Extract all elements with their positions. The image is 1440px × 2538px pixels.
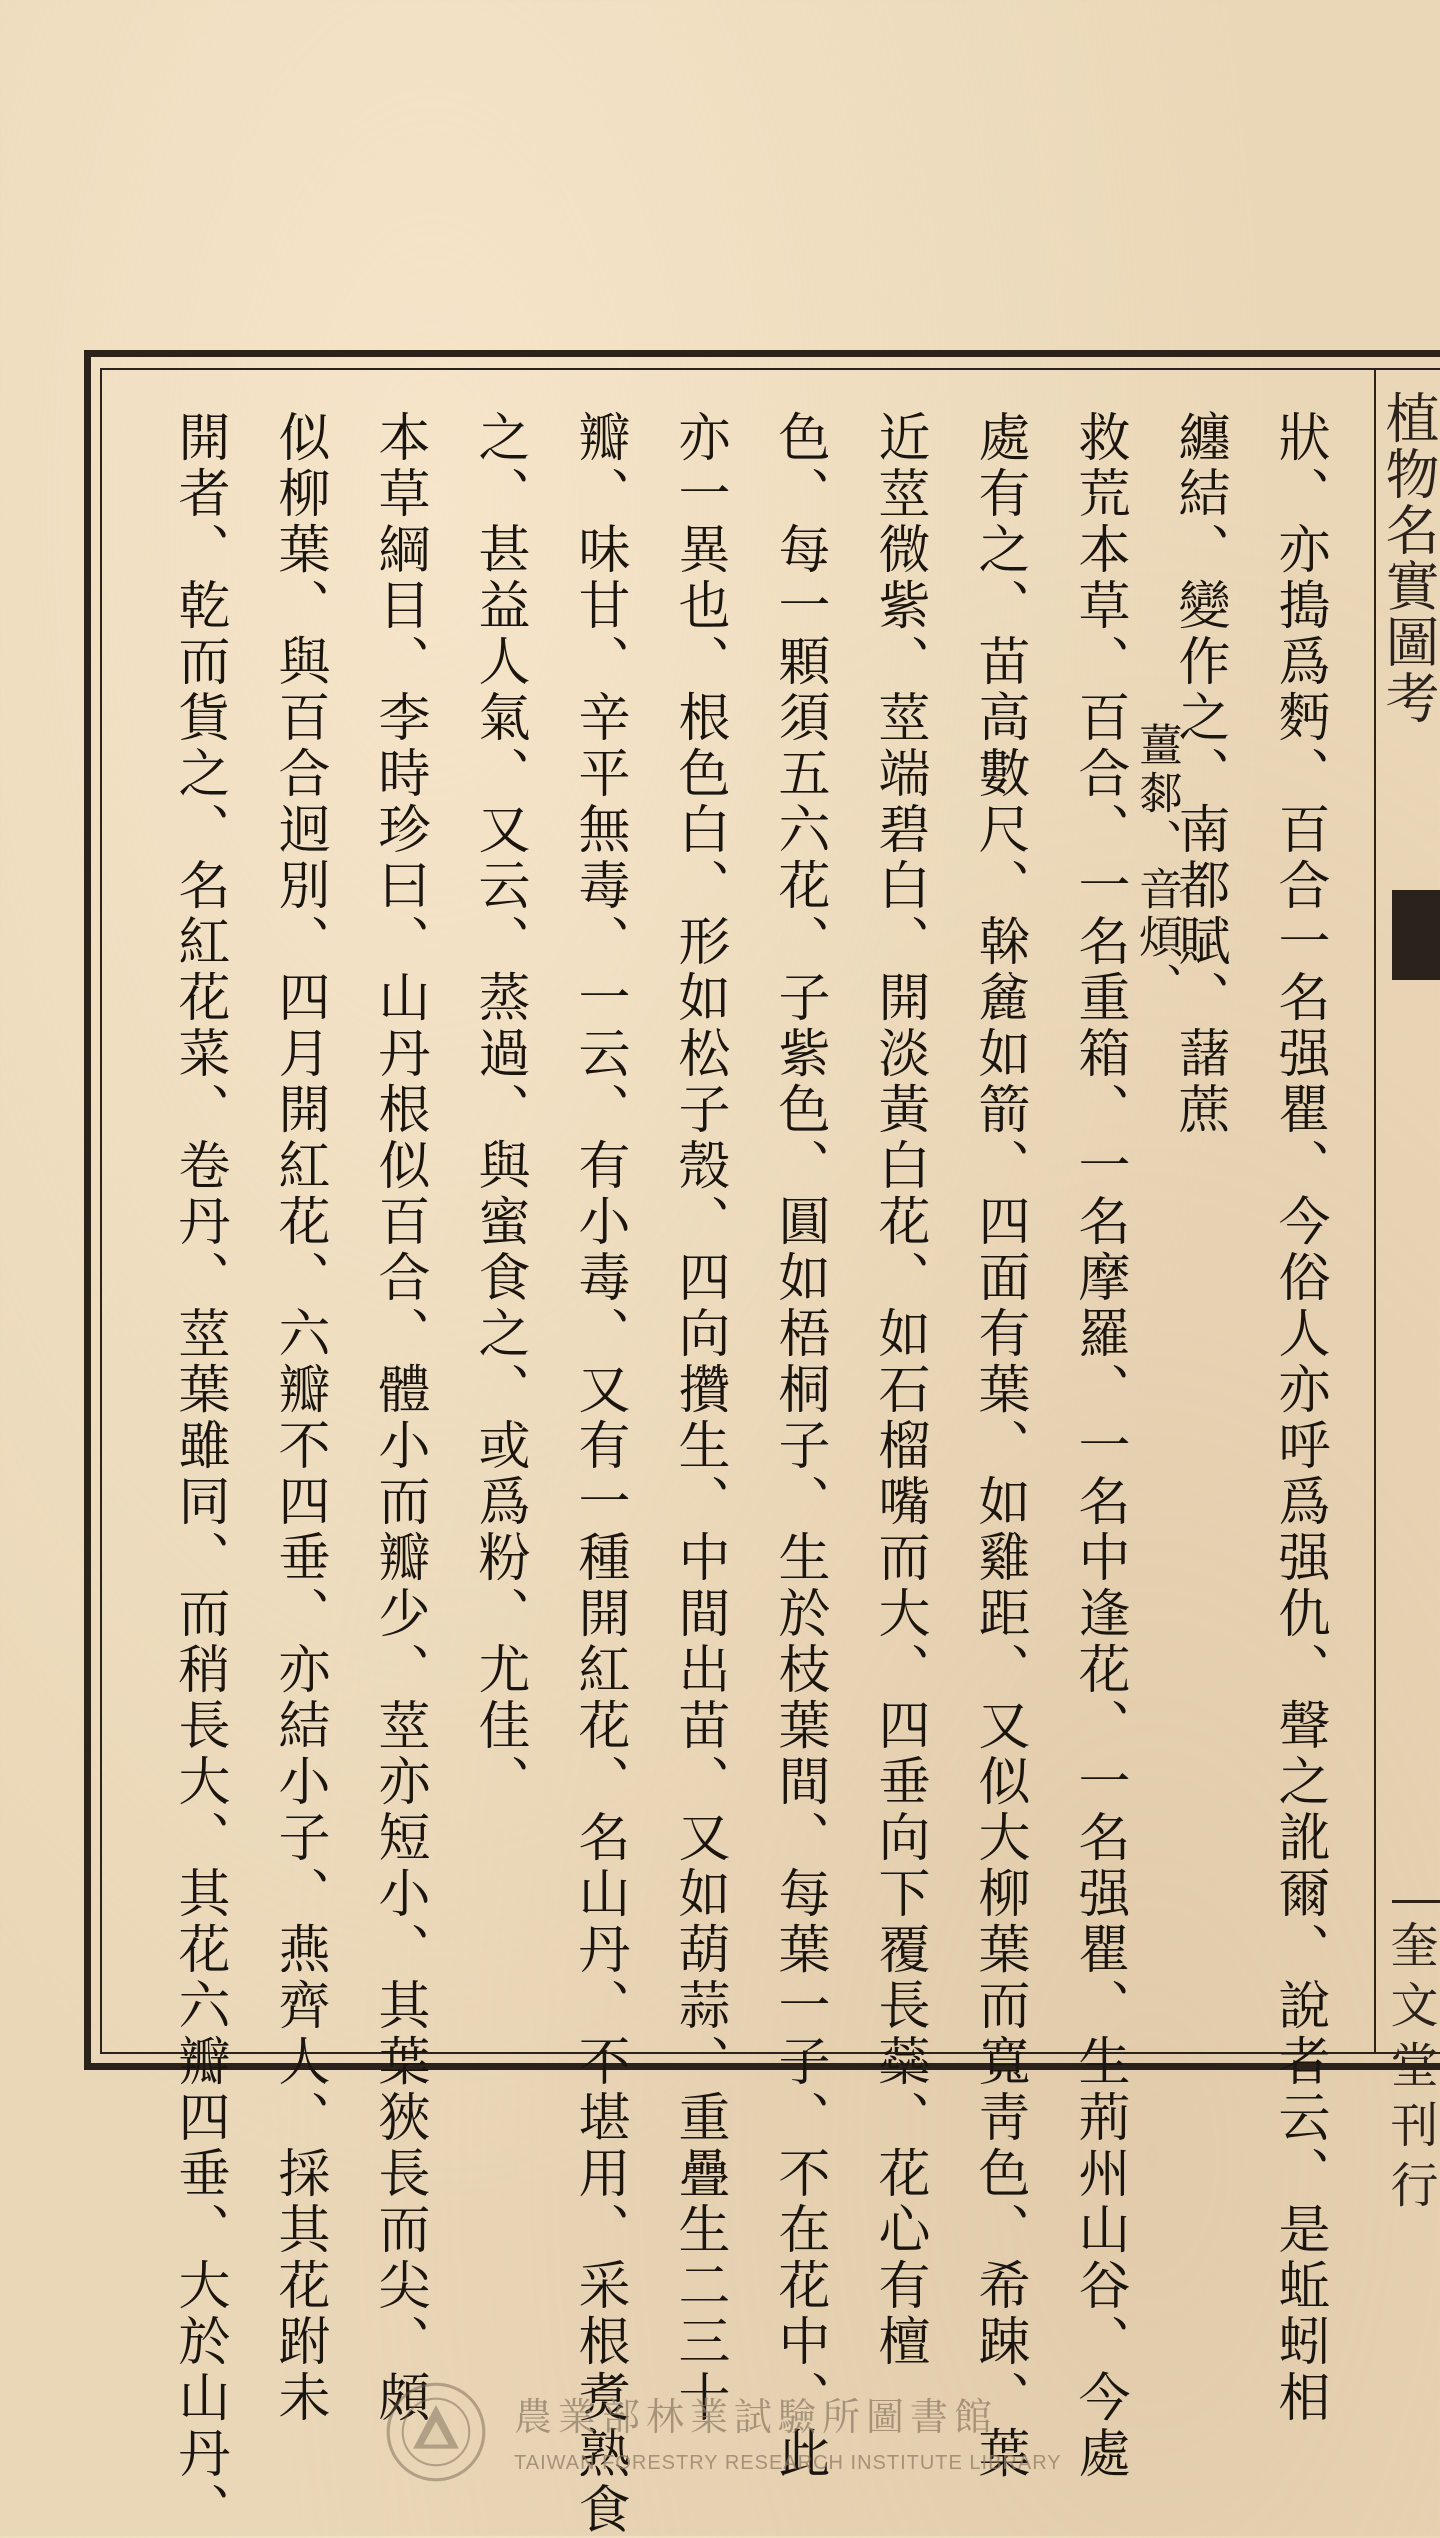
text-column-4: 處有之、苗高數尺、榦麄如箭、四面有葉、如雞距、又似大柳葉而寬靑色、希踈、葉 (969, 410, 1029, 2482)
banxin-divider (1392, 1900, 1440, 1903)
library-seal-icon (384, 2380, 488, 2484)
banxin-rule (1374, 368, 1376, 2054)
text-column-2a: 纏結、變作之、南都賦、藷蔗 (1169, 410, 1229, 1138)
text-column-5: 近莖微紫、莖端碧白、開淡黃白花、如石榴嘴而大、四垂向下覆長蘂、花心有檀 (869, 410, 929, 2370)
fishtail-mark (1392, 890, 1440, 980)
text-column-11: 似柳葉、與百合迥別、四月開紅花、六瓣不四垂、亦結小子、燕齊人、採其花跗未 (269, 410, 329, 2426)
text-column-8: 瓣、味甘、辛平無毒、一云、有小毒、又有一種開紅花、名山丹、不堪用、采根煑熟食 (569, 410, 629, 2538)
text-column-12: 開者、乾而貨之、名紅花菜、卷丹、莖葉雖同、而稍長大、其花六瓣四垂、大於山丹、 (169, 410, 229, 2538)
publisher-imprint: 奎文堂刊行 (1382, 1920, 1438, 2220)
text-column-9: 之、甚益人氣、又云、蒸過、與蜜食之、或爲粉、尤佳、 (469, 410, 529, 1810)
text-column-7: 亦一異也、根色白、形如松子殼、四向攢生、中間出苗、又如葫蒜、重疊生二三十 (669, 410, 729, 2426)
text-column-1: 狀、亦搗爲麪、百合一名强瞿、今俗人亦呼爲强仇、聲之訛爾、說者云、是蚯蚓相 (1269, 410, 1329, 2426)
library-name-chinese: 農業部林業試驗所圖書館 (514, 2395, 999, 2439)
library-name-english: TAIWAN FORESTRY RESEARCH INSTITUTE LIBRARY (514, 2452, 1062, 2474)
banxin-book-title: 植物名實圖考 (1377, 390, 1440, 726)
text-column-3: 救荒本草、百合、一名重箱、一名摩羅、一名中逢花、一名强瞿、生荊州山谷、今處 (1069, 410, 1129, 2482)
text-column-6: 色、每一顆須五六花、子紫色、圓如梧桐子、生於枝葉間、每葉一子、不在花中、此 (769, 410, 829, 2482)
text-column-10: 本草綱目、李時珍曰、山丹根似百合、體小而瓣少、莖亦短小、其葉狹長而尖、頗 (369, 410, 429, 2426)
text-column-2b-note: 薑䣛、音煩、 (1131, 722, 1182, 1010)
